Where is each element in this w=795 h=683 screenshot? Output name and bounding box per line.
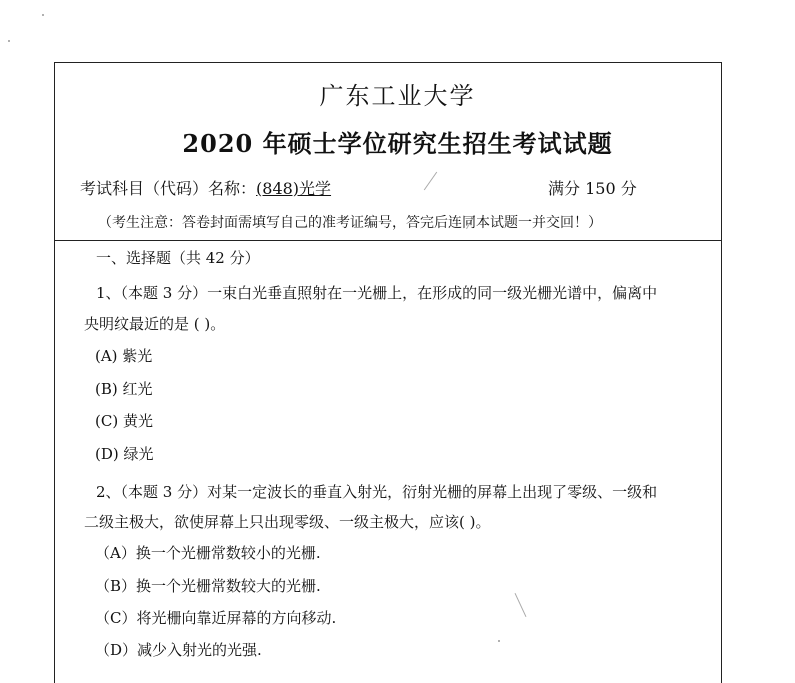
scan-speck <box>8 40 10 42</box>
question-2-option-b: （B）换一个光栅常数较大的光栅. <box>95 577 321 595</box>
question-1-option-a: (A) 紫光 <box>95 347 153 365</box>
question-1-line-2: 央明纹最近的是 ( )。 <box>84 315 226 333</box>
question-1-option-c: (C) 黄光 <box>95 412 153 430</box>
scan-speck <box>498 640 500 642</box>
exam-notice: （考生注意：答卷封面需填写自己的准考证编号，答完后连同本试题一并交回！） <box>98 215 602 231</box>
university-name: 广东工业大学 <box>319 82 476 110</box>
question-1-option-b: (B) 红光 <box>95 380 153 398</box>
section-title: 一、选择题（共 42 分） <box>96 249 260 267</box>
question-1-option-d: (D) 绿光 <box>95 445 154 463</box>
question-2-option-a: （A）换一个光栅常数较小的光栅. <box>95 544 321 562</box>
subject-line <box>80 176 331 199</box>
question-2-option-d: （D）减少入射光的光强. <box>95 641 262 659</box>
question-1-line-1: 1、（本题 3 分）一束白光垂直照射在一光栅上，在形成的同一级光栅光谱中，偏离中 <box>96 284 658 302</box>
header-divider <box>54 240 722 241</box>
exam-title: 2020 年硕士学位研究生招生考试试题 <box>182 129 613 158</box>
scan-speck <box>42 14 44 16</box>
question-2-line-2: 二级主极大，欲使屏幕上只出现零级、一级主极大，应该( )。 <box>84 513 491 531</box>
question-2-line-1: 2、（本题 3 分）对某一定波长的垂直入射光，衍射光栅的屏幕上出现了零级、一级和 <box>96 483 658 501</box>
subject-code-name: (848)光学 <box>256 179 332 198</box>
question-2-option-c: （C）将光栅向靠近屏幕的方向移动. <box>95 609 337 627</box>
subject-label: 考试科目（代码）名称： <box>80 179 257 198</box>
full-score: 满分 150 分 <box>548 179 637 198</box>
